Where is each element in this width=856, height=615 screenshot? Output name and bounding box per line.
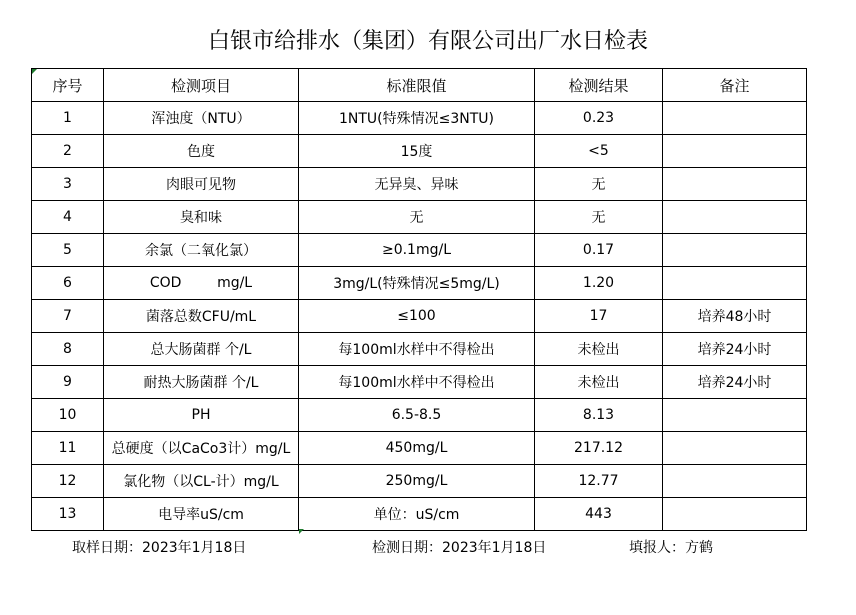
cell-no: 11 (32, 432, 104, 465)
header-no: 序号 (32, 69, 104, 102)
cell-item: 余氯（二氧化氯） (104, 234, 299, 267)
cell-item: 肉眼可见物 (104, 168, 299, 201)
test-date: 检测日期：2023年1月18日 (372, 540, 547, 556)
cell-no: 5 (32, 234, 104, 267)
cell-note (663, 201, 807, 234)
cell-note (663, 432, 807, 465)
cell-result: 443 (535, 498, 663, 531)
cell-no: 1 (32, 102, 104, 135)
water-quality-table (31, 68, 807, 531)
cell-item: 总硬度（以CaCo3计）mg/L (104, 432, 299, 465)
cell-result: 1.20 (535, 267, 663, 300)
cell-limit: 450mg/L (299, 432, 535, 465)
table-row (32, 432, 807, 465)
cell-limit: ≤100 (299, 300, 535, 333)
table-row (32, 498, 807, 531)
cell-limit: ≥0.1mg/L (299, 234, 535, 267)
table-row (32, 300, 807, 333)
cell-item: 氯化物（以CL-计）mg/L (104, 465, 299, 498)
cell-limit: 250mg/L (299, 465, 535, 498)
cell-note (663, 267, 807, 300)
cell-note (663, 168, 807, 201)
cell-note: 培养48小时 (663, 300, 807, 333)
cell-result: 无 (535, 168, 663, 201)
table-header-row (32, 69, 807, 102)
table-row (32, 102, 807, 135)
cell-limit: 6.5-8.5 (299, 399, 535, 432)
cell-limit: 每100ml水样中不得检出 (299, 333, 535, 366)
sampling-date: 取样日期：2023年1月18日 (72, 540, 247, 556)
table-row (32, 465, 807, 498)
cell-result: 12.77 (535, 465, 663, 498)
cell-item: 耐热大肠菌群 个/L (104, 366, 299, 399)
cell-item: 浑浊度（NTU） (104, 102, 299, 135)
table-row (32, 333, 807, 366)
cell-limit: 无异臭、异味 (299, 168, 535, 201)
cell-result: 无 (535, 201, 663, 234)
cell-no: 7 (32, 300, 104, 333)
cell-limit: 无 (299, 201, 535, 234)
cell-note (663, 465, 807, 498)
cell-result: 未检出 (535, 366, 663, 399)
cell-note (663, 135, 807, 168)
cell-limit: 每100ml水样中不得检出 (299, 366, 535, 399)
cell-item: 臭和味 (104, 201, 299, 234)
cell-note (663, 399, 807, 432)
cell-note (663, 234, 807, 267)
cell-limit: 1NTU(特殊情况≤3NTU) (299, 102, 535, 135)
cell-result: 0.23 (535, 102, 663, 135)
cell-note: 培养24小时 (663, 333, 807, 366)
cell-no: 3 (32, 168, 104, 201)
cell-result: 未检出 (535, 333, 663, 366)
cell-result: 0.17 (535, 234, 663, 267)
cell-item: COD mg/L (104, 267, 299, 300)
cell-item: 色度 (104, 135, 299, 168)
cell-marker-icon (299, 529, 304, 534)
cell-marker-icon (32, 69, 37, 74)
table-row (32, 399, 807, 432)
cell-note (663, 498, 807, 531)
cell-no: 9 (32, 366, 104, 399)
cell-limit: 3mg/L(特殊情况≤5mg/L) (299, 267, 535, 300)
header-note: 备注 (663, 69, 807, 102)
header-result: 检测结果 (535, 69, 663, 102)
table-row (32, 201, 807, 234)
cell-note (663, 102, 807, 135)
header-item: 检测项目 (104, 69, 299, 102)
cell-no: 10 (32, 399, 104, 432)
cell-no: 4 (32, 201, 104, 234)
cell-result: <5 (535, 135, 663, 168)
table-row (32, 366, 807, 399)
table-row (32, 168, 807, 201)
cell-no: 12 (32, 465, 104, 498)
cell-no: 6 (32, 267, 104, 300)
cell-item: 电导率uS/cm (104, 498, 299, 531)
cell-limit: 15度 (299, 135, 535, 168)
table-row (32, 135, 807, 168)
cell-no: 13 (32, 498, 104, 531)
header-limit: 标准限值 (299, 69, 535, 102)
reporter: 填报人：方鹤 (629, 540, 713, 556)
cell-result: 8.13 (535, 399, 663, 432)
cell-result: 17 (535, 300, 663, 333)
table-row (32, 234, 807, 267)
cell-item: 菌落总数CFU/mL (104, 300, 299, 333)
cell-item: PH (104, 399, 299, 432)
report-title: 白银市给排水（集团）有限公司出厂水日检表 (207, 29, 648, 54)
cell-item: 总大肠菌群 个/L (104, 333, 299, 366)
cell-result: 217.12 (535, 432, 663, 465)
cell-no: 2 (32, 135, 104, 168)
cell-limit: 单位：uS/cm (299, 498, 535, 531)
table-row (32, 267, 807, 300)
cell-no: 8 (32, 333, 104, 366)
cell-note: 培养24小时 (663, 366, 807, 399)
